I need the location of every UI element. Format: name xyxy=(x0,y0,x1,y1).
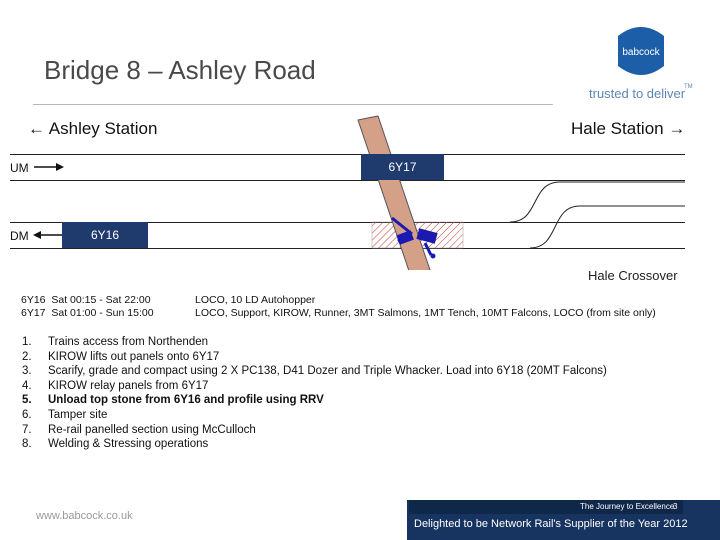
logo-tagline: trusted to deliver xyxy=(589,86,686,101)
list-item xyxy=(22,335,607,350)
list-item xyxy=(22,379,607,394)
footer-award-text: Delighted to be Network Rail's Supplier of the Year 2012 xyxy=(414,518,688,530)
logo-word: babcock xyxy=(622,47,660,58)
title-divider xyxy=(33,104,553,105)
step-number: 1. xyxy=(22,336,32,348)
list-item xyxy=(22,437,607,452)
possession-consist: LOCO, Support, KIROW, Runner, 3MT Salmons, 1MT Tench, 10MT Falcons, LOCO (from site only) xyxy=(195,307,656,319)
list-item xyxy=(22,423,607,438)
list-item xyxy=(22,393,607,408)
step-text: KIROW relay panels from 6Y17 xyxy=(48,379,209,392)
possession-id: 6Y16 xyxy=(21,294,46,306)
possession-consist: LOCO, 10 LD Autohopper xyxy=(195,294,316,306)
page-number: 3 xyxy=(673,502,678,511)
logo-trademark: TM xyxy=(684,84,693,90)
step-text: Re-rail panelled section using McCulloch xyxy=(48,423,256,436)
train-6y17: 6Y17 xyxy=(361,154,444,180)
station-right-label: Hale Station → xyxy=(571,119,686,138)
step-number: 8. xyxy=(22,438,32,451)
crossover-curve-outer xyxy=(530,206,685,248)
footer-journey-text: The Journey to Excellence xyxy=(580,502,675,511)
list-item xyxy=(22,350,607,365)
station-left-label: ← Ashley Station xyxy=(28,119,158,138)
hale-crossover-label: Hale Crossover xyxy=(588,268,678,283)
step-text: Unload top stone from 6Y16 and profile using RRV xyxy=(48,394,324,407)
step-number: 3. xyxy=(22,365,32,378)
footer-url: www.babcock.co.uk xyxy=(36,510,133,522)
possession-window: Sat 01:00 - Sun 15:00 xyxy=(51,307,154,319)
babcock-logo-icon xyxy=(612,22,670,80)
step-text: KIROW lifts out panels onto 6Y17 xyxy=(48,350,220,363)
list-item xyxy=(22,408,607,423)
possession-row xyxy=(21,294,151,308)
step-text: Welding & Stressing operations xyxy=(48,438,209,451)
step-text: Scarify, grade and compact using 2 X PC138, D41 Dozer and Triple Whacker. Load into 6Y18 (20MT Falcons) xyxy=(48,365,607,378)
possession-window: Sat 00:15 - Sat 22:00 xyxy=(51,294,151,306)
step-text: Trains access from Northenden xyxy=(48,336,209,348)
train-6y16: 6Y16 xyxy=(62,222,148,248)
up-main-label: UM xyxy=(10,161,29,175)
down-main-label: DM xyxy=(10,229,29,243)
step-text: Tamper site xyxy=(48,408,108,421)
step-number: 5. xyxy=(22,394,32,407)
step-number: 2. xyxy=(22,350,32,363)
step-number: 6. xyxy=(22,408,32,421)
work-sequence-list xyxy=(22,335,607,452)
slide-title: Bridge 8 – Ashley Road xyxy=(44,55,316,85)
possession-row xyxy=(21,307,154,321)
step-number: 4. xyxy=(22,379,32,392)
list-item xyxy=(22,364,607,379)
possession-id: 6Y17 xyxy=(21,307,46,319)
step-number: 7. xyxy=(22,423,32,436)
crossover-curve-inner xyxy=(510,182,685,222)
